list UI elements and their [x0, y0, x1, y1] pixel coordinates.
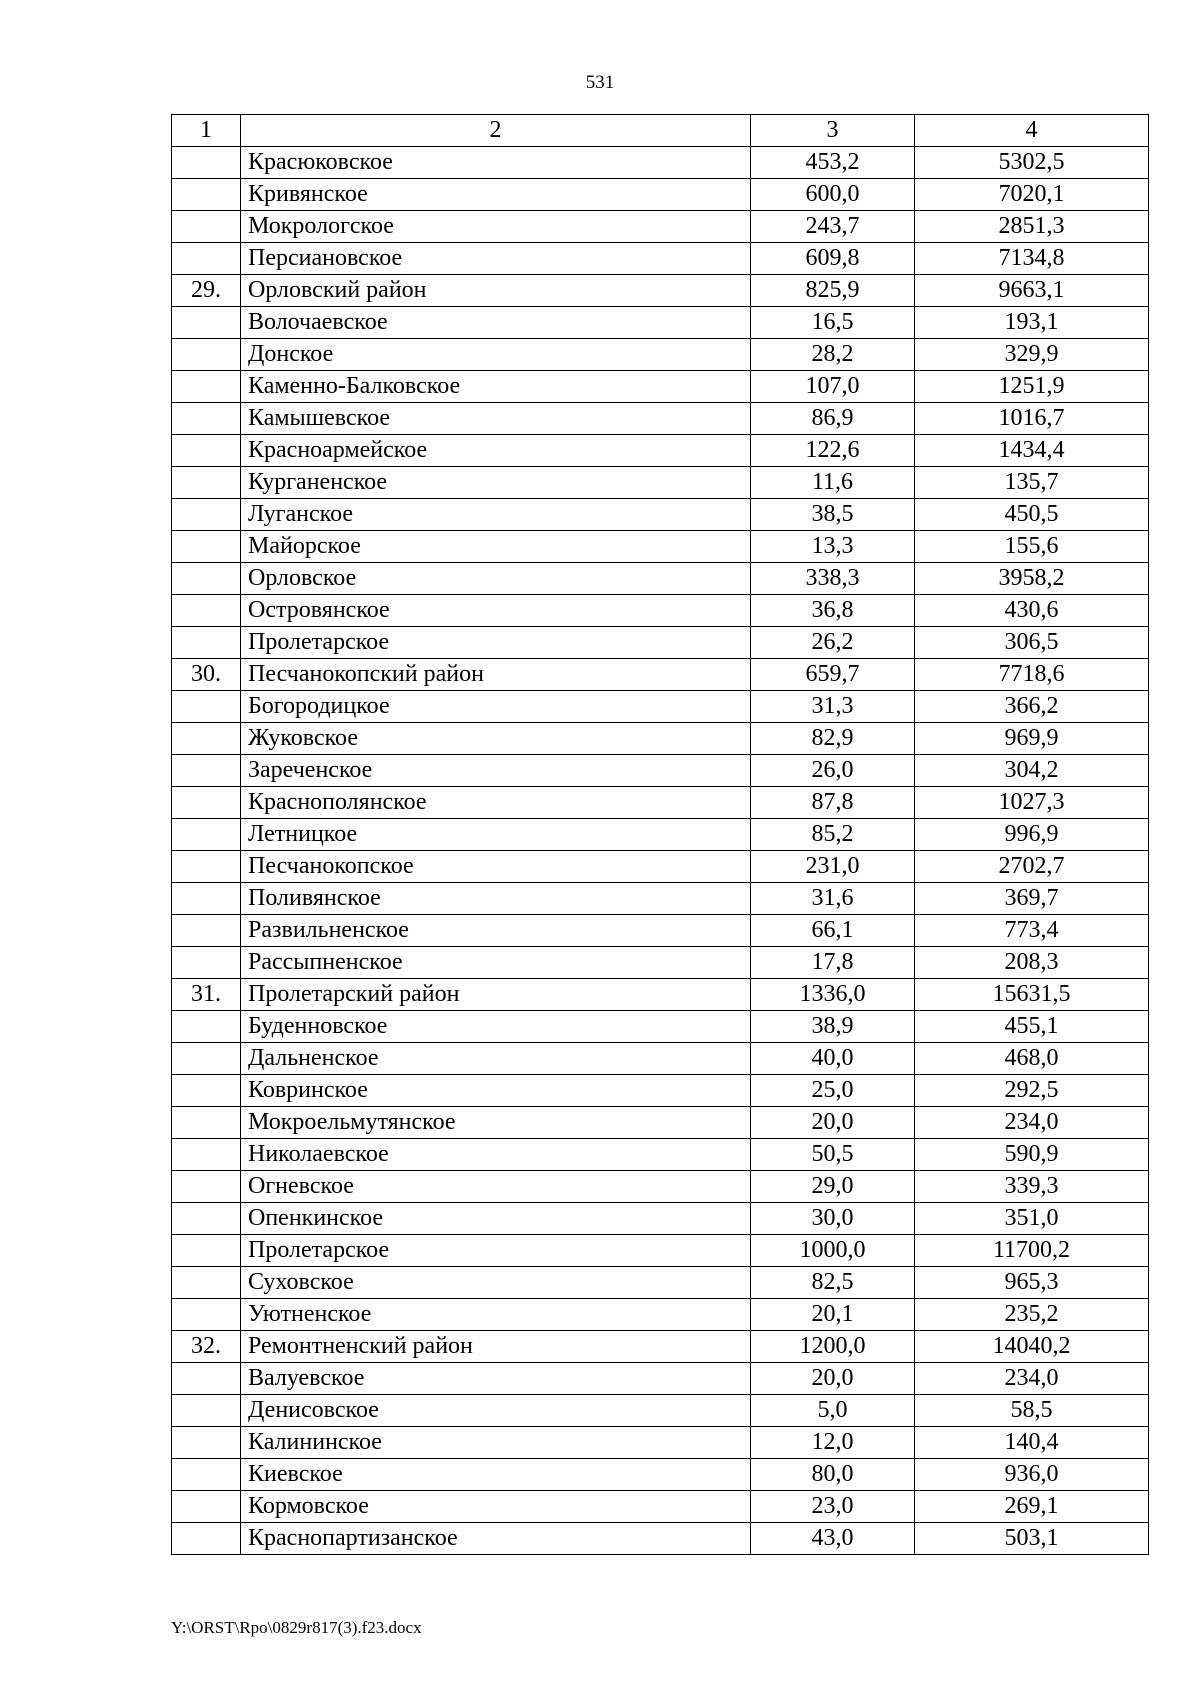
- value-col-4-cell: 468,0: [915, 1043, 1149, 1075]
- value-col-4-cell: 193,1: [915, 307, 1149, 339]
- value-col-4-cell: 2702,7: [915, 851, 1149, 883]
- value-col-3-cell: 40,0: [751, 1043, 915, 1075]
- settlement-name-cell: Красноармейское: [241, 435, 751, 467]
- value-col-4-cell: 590,9: [915, 1139, 1149, 1171]
- table-row: [172, 307, 1149, 339]
- value-col-4-cell: 996,9: [915, 819, 1149, 851]
- value-col-4-cell: 1027,3: [915, 787, 1149, 819]
- row-number-cell: [172, 467, 241, 499]
- settlement-name-cell: Краснополянское: [241, 787, 751, 819]
- table-row: [172, 947, 1149, 979]
- settlement-name-cell: Развильненское: [241, 915, 751, 947]
- value-col-3-cell: 16,5: [751, 307, 915, 339]
- value-col-3-cell: 26,2: [751, 627, 915, 659]
- settlement-name-cell: Суховское: [241, 1267, 751, 1299]
- value-col-3-cell: 609,8: [751, 243, 915, 275]
- value-col-4-cell: 15631,5: [915, 979, 1149, 1011]
- value-col-3-cell: 659,7: [751, 659, 915, 691]
- row-number-cell: [172, 1043, 241, 1075]
- table-row: [172, 1011, 1149, 1043]
- value-col-3-cell: 31,3: [751, 691, 915, 723]
- settlement-name-cell: Волочаевское: [241, 307, 751, 339]
- settlement-name-cell: Песчанокопское: [241, 851, 751, 883]
- table-row: [172, 1395, 1149, 1427]
- value-col-4-cell: 11700,2: [915, 1235, 1149, 1267]
- value-col-4-cell: 135,7: [915, 467, 1149, 499]
- header-row: [172, 115, 1149, 147]
- settlement-name-cell: Майорское: [241, 531, 751, 563]
- settlement-name-cell: Киевское: [241, 1459, 751, 1491]
- value-col-3-cell: 26,0: [751, 755, 915, 787]
- value-col-4-cell: 969,9: [915, 723, 1149, 755]
- row-number-cell: [172, 1491, 241, 1523]
- value-col-3-cell: 85,2: [751, 819, 915, 851]
- table-row: [172, 499, 1149, 531]
- row-number-cell: [172, 1523, 241, 1555]
- value-col-4-cell: 58,5: [915, 1395, 1149, 1427]
- row-number-cell: [172, 435, 241, 467]
- table-row: [172, 435, 1149, 467]
- table-row: [172, 211, 1149, 243]
- settlement-name-cell: Поливянское: [241, 883, 751, 915]
- value-col-3-cell: 122,6: [751, 435, 915, 467]
- settlement-name-cell: Краснопартизанское: [241, 1523, 751, 1555]
- value-col-3-cell: 20,0: [751, 1363, 915, 1395]
- value-col-3-cell: 20,0: [751, 1107, 915, 1139]
- row-number-cell: [172, 787, 241, 819]
- row-number-cell: [172, 915, 241, 947]
- value-col-4-cell: 269,1: [915, 1491, 1149, 1523]
- value-col-4-cell: 3958,2: [915, 563, 1149, 595]
- header-col-4: 4: [915, 115, 1149, 147]
- settlement-name-cell: Дальненское: [241, 1043, 751, 1075]
- value-col-4-cell: 965,3: [915, 1267, 1149, 1299]
- value-col-3-cell: 66,1: [751, 915, 915, 947]
- settlement-name-cell: Уютненское: [241, 1299, 751, 1331]
- value-col-3-cell: 1336,0: [751, 979, 915, 1011]
- row-number-cell: [172, 851, 241, 883]
- table-row: [172, 371, 1149, 403]
- value-col-3-cell: 38,9: [751, 1011, 915, 1043]
- settlement-name-cell: Зареченское: [241, 755, 751, 787]
- value-col-3-cell: 1000,0: [751, 1235, 915, 1267]
- value-col-3-cell: 29,0: [751, 1171, 915, 1203]
- value-col-3-cell: 107,0: [751, 371, 915, 403]
- value-col-3-cell: 231,0: [751, 851, 915, 883]
- row-number-cell: [172, 1267, 241, 1299]
- row-number-cell: [172, 627, 241, 659]
- settlement-name-cell: Луганское: [241, 499, 751, 531]
- row-number-cell: [172, 499, 241, 531]
- row-number-cell: [172, 819, 241, 851]
- settlement-name-cell: Кормовское: [241, 1491, 751, 1523]
- table-row: [172, 1299, 1149, 1331]
- value-col-4-cell: 306,5: [915, 627, 1149, 659]
- header-col-1: 1: [172, 115, 241, 147]
- value-col-4-cell: 235,2: [915, 1299, 1149, 1331]
- table-row: [172, 275, 1149, 307]
- settlement-name-cell: Пролетарское: [241, 627, 751, 659]
- row-number-cell: [172, 1203, 241, 1235]
- table-row: [172, 1235, 1149, 1267]
- settlement-name-cell: Валуевское: [241, 1363, 751, 1395]
- value-col-4-cell: 455,1: [915, 1011, 1149, 1043]
- row-number-cell: [172, 1139, 241, 1171]
- row-number-cell: [172, 595, 241, 627]
- value-col-4-cell: 9663,1: [915, 275, 1149, 307]
- value-col-3-cell: 87,8: [751, 787, 915, 819]
- row-number-cell: [172, 691, 241, 723]
- value-col-4-cell: 2851,3: [915, 211, 1149, 243]
- settlement-name-cell: Богородицкое: [241, 691, 751, 723]
- value-col-3-cell: 825,9: [751, 275, 915, 307]
- header-col-3: 3: [751, 115, 915, 147]
- value-col-4-cell: 369,7: [915, 883, 1149, 915]
- value-col-4-cell: 140,4: [915, 1427, 1149, 1459]
- value-col-3-cell: 80,0: [751, 1459, 915, 1491]
- table-row: [172, 787, 1149, 819]
- value-col-3-cell: 17,8: [751, 947, 915, 979]
- value-col-4-cell: 1434,4: [915, 435, 1149, 467]
- value-col-4-cell: 339,3: [915, 1171, 1149, 1203]
- table-row: [172, 691, 1149, 723]
- settlement-name-cell: Песчанокопский район: [241, 659, 751, 691]
- row-number-cell: [172, 211, 241, 243]
- table-row: [172, 979, 1149, 1011]
- row-number-cell: [172, 1395, 241, 1427]
- settlement-name-cell: Денисовское: [241, 1395, 751, 1427]
- value-col-4-cell: 503,1: [915, 1523, 1149, 1555]
- settlement-name-cell: Огневское: [241, 1171, 751, 1203]
- value-col-4-cell: 155,6: [915, 531, 1149, 563]
- value-col-4-cell: 351,0: [915, 1203, 1149, 1235]
- table-row: [172, 1043, 1149, 1075]
- table-body: [172, 115, 1149, 1555]
- settlement-name-cell: Орловский район: [241, 275, 751, 307]
- settlement-name-cell: Летницкое: [241, 819, 751, 851]
- value-col-4-cell: 208,3: [915, 947, 1149, 979]
- settlement-name-cell: Опенкинское: [241, 1203, 751, 1235]
- settlement-name-cell: Красюковское: [241, 147, 751, 179]
- value-col-4-cell: 14040,2: [915, 1331, 1149, 1363]
- row-number-cell: [172, 1299, 241, 1331]
- table-row: [172, 1203, 1149, 1235]
- settlement-name-cell: Николаевское: [241, 1139, 751, 1171]
- value-col-3-cell: 36,8: [751, 595, 915, 627]
- row-number-cell: 29.: [172, 275, 241, 307]
- value-col-4-cell: 450,5: [915, 499, 1149, 531]
- settlement-name-cell: Мокрологское: [241, 211, 751, 243]
- value-col-3-cell: 243,7: [751, 211, 915, 243]
- value-col-3-cell: 20,1: [751, 1299, 915, 1331]
- table-row: [172, 1523, 1149, 1555]
- settlement-name-cell: Персиановское: [241, 243, 751, 275]
- value-col-3-cell: 338,3: [751, 563, 915, 595]
- table-row: [172, 467, 1149, 499]
- table-row: [172, 755, 1149, 787]
- table-row: [172, 1075, 1149, 1107]
- value-col-3-cell: 30,0: [751, 1203, 915, 1235]
- row-number-cell: [172, 1235, 241, 1267]
- row-number-cell: [172, 723, 241, 755]
- settlement-name-cell: Рассыпненское: [241, 947, 751, 979]
- table-row: [172, 1107, 1149, 1139]
- table-row: [172, 723, 1149, 755]
- row-number-cell: [172, 339, 241, 371]
- settlement-name-cell: Буденновское: [241, 1011, 751, 1043]
- table-row: [172, 339, 1149, 371]
- data-table: [171, 114, 1149, 1555]
- value-col-3-cell: 13,3: [751, 531, 915, 563]
- value-col-3-cell: 1200,0: [751, 1331, 915, 1363]
- value-col-4-cell: 329,9: [915, 339, 1149, 371]
- table-row: [172, 147, 1149, 179]
- row-number-cell: [172, 755, 241, 787]
- value-col-4-cell: 7718,6: [915, 659, 1149, 691]
- value-col-3-cell: 5,0: [751, 1395, 915, 1427]
- table-row: [172, 1427, 1149, 1459]
- table-row: [172, 819, 1149, 851]
- settlement-name-cell: Островянское: [241, 595, 751, 627]
- value-col-3-cell: 11,6: [751, 467, 915, 499]
- settlement-name-cell: Мокроельмутянское: [241, 1107, 751, 1139]
- row-number-cell: [172, 947, 241, 979]
- value-col-4-cell: 1016,7: [915, 403, 1149, 435]
- value-col-3-cell: 86,9: [751, 403, 915, 435]
- row-number-cell: [172, 1171, 241, 1203]
- table-row: [172, 1331, 1149, 1363]
- value-col-4-cell: 366,2: [915, 691, 1149, 723]
- settlement-name-cell: Кривянское: [241, 179, 751, 211]
- table-row: [172, 1363, 1149, 1395]
- header-col-2: 2: [241, 115, 751, 147]
- value-col-4-cell: 234,0: [915, 1107, 1149, 1139]
- row-number-cell: [172, 1427, 241, 1459]
- value-col-4-cell: 5302,5: [915, 147, 1149, 179]
- value-col-3-cell: 50,5: [751, 1139, 915, 1171]
- settlement-name-cell: Курганенское: [241, 467, 751, 499]
- value-col-3-cell: 82,9: [751, 723, 915, 755]
- row-number-cell: [172, 243, 241, 275]
- value-col-4-cell: 936,0: [915, 1459, 1149, 1491]
- settlement-name-cell: Донское: [241, 339, 751, 371]
- row-number-cell: [172, 883, 241, 915]
- table-row: [172, 1139, 1149, 1171]
- row-number-cell: [172, 531, 241, 563]
- footer-file-path: Y:\ORST\Rpo\0829r817(3).f23.docx: [171, 1618, 422, 1637]
- table-row: [172, 915, 1149, 947]
- table-row: [172, 243, 1149, 275]
- row-number-cell: 32.: [172, 1331, 241, 1363]
- row-number-cell: [172, 371, 241, 403]
- settlement-name-cell: Жуковское: [241, 723, 751, 755]
- value-col-3-cell: 600,0: [751, 179, 915, 211]
- table-row: [172, 1491, 1149, 1523]
- row-number-cell: [172, 563, 241, 595]
- table-row: [172, 1267, 1149, 1299]
- value-col-4-cell: 304,2: [915, 755, 1149, 787]
- table-row: [172, 883, 1149, 915]
- row-number-cell: [172, 179, 241, 211]
- row-number-cell: [172, 403, 241, 435]
- table-row: [172, 1459, 1149, 1491]
- row-number-cell: [172, 1107, 241, 1139]
- table-row: [172, 563, 1149, 595]
- table-row: [172, 627, 1149, 659]
- row-number-cell: [172, 1459, 241, 1491]
- value-col-4-cell: 430,6: [915, 595, 1149, 627]
- row-number-cell: 31.: [172, 979, 241, 1011]
- value-col-4-cell: 292,5: [915, 1075, 1149, 1107]
- table-row: [172, 1171, 1149, 1203]
- value-col-4-cell: 1251,9: [915, 371, 1149, 403]
- table-row: [172, 851, 1149, 883]
- value-col-3-cell: 82,5: [751, 1267, 915, 1299]
- settlement-name-cell: Орловское: [241, 563, 751, 595]
- table-row: [172, 179, 1149, 211]
- row-number-cell: [172, 1363, 241, 1395]
- row-number-cell: [172, 1011, 241, 1043]
- table-row: [172, 595, 1149, 627]
- value-col-3-cell: 38,5: [751, 499, 915, 531]
- page-number: 531: [585, 72, 615, 93]
- settlement-name-cell: Каменно-Балковское: [241, 371, 751, 403]
- settlement-name-cell: Ковринское: [241, 1075, 751, 1107]
- value-col-4-cell: 773,4: [915, 915, 1149, 947]
- value-col-4-cell: 7020,1: [915, 179, 1149, 211]
- settlement-name-cell: Камышевское: [241, 403, 751, 435]
- value-col-3-cell: 453,2: [751, 147, 915, 179]
- value-col-4-cell: 234,0: [915, 1363, 1149, 1395]
- row-number-cell: [172, 307, 241, 339]
- value-col-4-cell: 7134,8: [915, 243, 1149, 275]
- settlement-name-cell: Пролетарское: [241, 1235, 751, 1267]
- value-col-3-cell: 31,6: [751, 883, 915, 915]
- value-col-3-cell: 25,0: [751, 1075, 915, 1107]
- table-row: [172, 531, 1149, 563]
- table-row: [172, 403, 1149, 435]
- row-number-cell: [172, 1075, 241, 1107]
- settlement-name-cell: Пролетарский район: [241, 979, 751, 1011]
- row-number-cell: 30.: [172, 659, 241, 691]
- settlement-name-cell: Ремонтненский район: [241, 1331, 751, 1363]
- table-row: [172, 659, 1149, 691]
- value-col-3-cell: 43,0: [751, 1523, 915, 1555]
- value-col-3-cell: 28,2: [751, 339, 915, 371]
- value-col-3-cell: 12,0: [751, 1427, 915, 1459]
- value-col-3-cell: 23,0: [751, 1491, 915, 1523]
- settlement-name-cell: Калининское: [241, 1427, 751, 1459]
- row-number-cell: [172, 147, 241, 179]
